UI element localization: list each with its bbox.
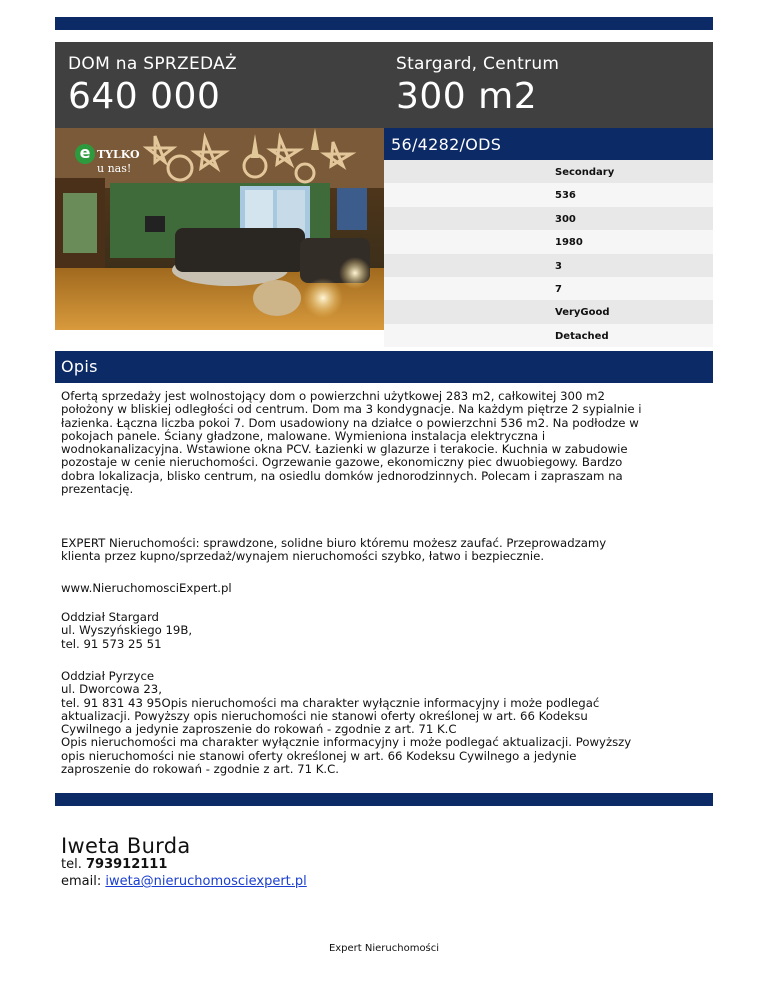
attr-plot-area: 536	[384, 183, 713, 206]
email-link[interactable]: iweta@nieruchomosciexpert.pl	[105, 874, 307, 889]
listing-header	[55, 42, 713, 128]
price: 640 000	[68, 76, 221, 117]
badge-line2: u nas!	[97, 162, 132, 175]
top-accent-bar	[55, 17, 713, 30]
phone-label: tel.	[61, 857, 82, 872]
agency-paragraph: EXPERT Nieruchomości: sprawdzone, solidne biuro któremu możesz zaufać. Przeprowadzamy klienta przez kupno/sprzedaż/wynajem nieruchomości szybko, łatwo i bezpiecznie.	[61, 536, 607, 564]
reference-number: 56/4282/ODS	[391, 135, 502, 154]
property-photo	[55, 128, 384, 330]
attribute-list	[384, 160, 713, 347]
property-type-label: DOM na SPRZEDAŻ	[68, 54, 237, 74]
reference-bar	[384, 128, 713, 160]
description-paragraph: Ofertą sprzedaży jest wolnostojący dom o powierzchni użytkowej 283 m2, całkowitej 300 m2 położony w bliskiej odległości od centrum. Dom ma 3 kondygnacje. Na każdym piętrze 2 sypialnie i łazienka. Łączna liczba pokoi 7. Dom usadowiony na działce o powierzchni 536 m2. Na podłodze w pokojach panele. Ściany gładzone, malowane. Wymieniona instalacja elektryczna i wodnokanalizacyjna. Wstawione okna PCV. Łazienki w glazurze i terakocie. Kuchnia w zabudowie pozostaje w cenie nieruchomości. Ogrzewanie gazowe, ekonomiczny piec dwuobiegowy. Bardzo dobra lokalizacja, blisko centrum, na osiedlu domków jednorodzinnych. Polecam i zapraszam na prezentację.	[61, 389, 642, 497]
attr-building-type: Detached	[384, 324, 713, 347]
e-logo-icon: e	[75, 144, 95, 164]
footer-text: Expert Nieruchomości	[328, 943, 440, 954]
agency-website: www.NieruchomosciExpert.pl	[61, 581, 232, 595]
badge-line1: TYLKO	[97, 148, 140, 161]
contact-divider-bar	[55, 793, 713, 806]
email-label: email:	[61, 874, 102, 889]
tylko-u-nas-badge	[75, 142, 165, 186]
area: 300 m2	[396, 76, 538, 117]
agent-name: Iweta Burda	[61, 834, 191, 858]
attr-floors: 3	[384, 254, 713, 277]
attr-rooms: 7	[384, 277, 713, 300]
location: Stargard, Centrum	[396, 54, 560, 74]
attr-condition: VeryGood	[384, 300, 713, 323]
agent-email	[61, 874, 307, 889]
attr-total-area: 300	[384, 207, 713, 230]
phone-number[interactable]: 793912111	[85, 857, 168, 872]
branch-pyrzyce-disclaimer: Oddział Pyrzyce ul. Dworcowa 23, tel. 91 831 43 95Opis nieruchomości ma charakter wyłącznie informacyjny i może podlegać aktualizacji. Powyższy opis nieruchomości nie stanowi oferty określonej w art. 66 Kodeksu Cywilnego a jedynie zaproszenie do rokowań - zgodnie z art. 71 K.C Opis nieruchomości ma charakter wyłącznie informacyjny i może podlegać aktualizacji. Powyższy opis nieruchomości nie stanowi oferty określonej w art. 66 Kodeksu Cywilnego a jedynie zaproszenie do rokowań - zgodnie z art. 71 K.C.	[61, 669, 632, 777]
agent-phone	[61, 857, 167, 872]
description-title: Opis	[61, 357, 98, 376]
description-header-bar	[55, 351, 713, 383]
attr-market: Secondary	[384, 160, 713, 183]
attr-year-built: 1980	[384, 230, 713, 253]
branch-stargard: Oddział Stargard ul. Wyszyńskiego 19B, tel. 91 573 25 51	[61, 610, 193, 651]
